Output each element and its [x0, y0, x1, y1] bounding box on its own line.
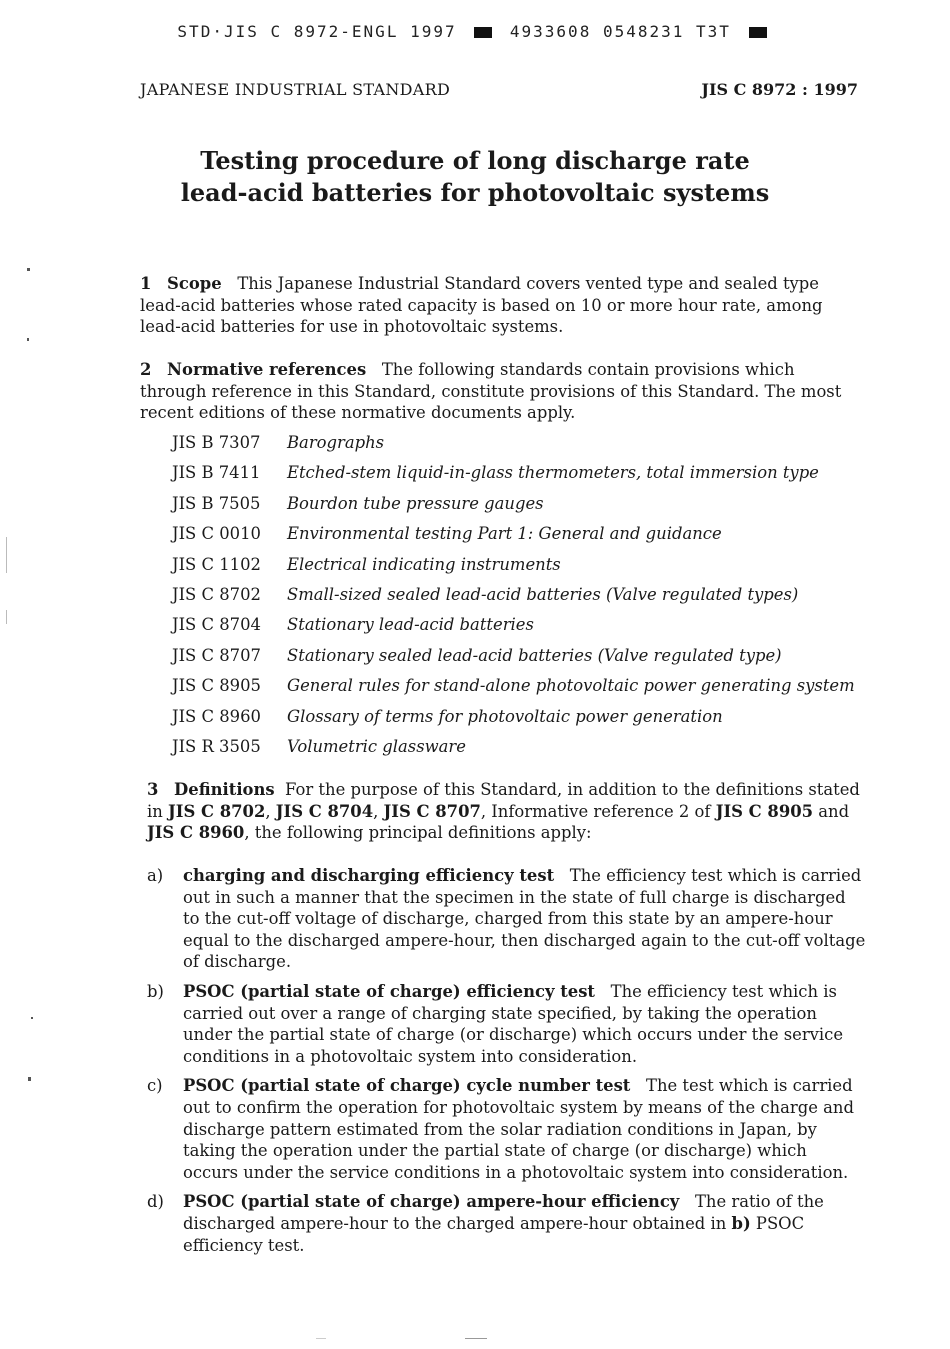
definition-text: PSOC efficiency test.	[183, 1213, 805, 1255]
footer-mark	[316, 1338, 326, 1339]
stamp-text-1: STD·JIS C 8972-ENGL 1997	[177, 22, 457, 41]
definition-item	[147, 865, 867, 973]
definition-marker: c)	[147, 1076, 163, 1096]
scan-speck	[28, 1077, 31, 1081]
reference-code: JIS C 1102	[172, 554, 261, 574]
reference-item	[172, 493, 855, 523]
stamp-text-2: 4933608 0548231 T3T	[509, 22, 731, 41]
definition-marker: d)	[147, 1192, 164, 1212]
cited-standard: JIS C 8960	[147, 823, 245, 842]
reference-title: Glossary of terms for photovoltaic power generation	[287, 706, 723, 726]
reference-code: JIS B 7411	[172, 463, 261, 483]
section-definitions	[147, 779, 867, 844]
reference-title: Etched-stem liquid-in-glass thermometers, total immersion type	[287, 463, 819, 483]
scan-edge-line	[6, 610, 7, 624]
section-text: , Informative reference 2 of	[480, 801, 716, 821]
reference-title: Volumetric glassware	[287, 736, 466, 756]
definition-item	[147, 1075, 867, 1183]
definition-marker: b)	[147, 981, 164, 1001]
scan-speck	[31, 1017, 33, 1019]
title-line-1: Testing procedure of long discharge rate	[200, 146, 750, 175]
reference-code: JIS C 8707	[172, 645, 261, 665]
cited-standard: JIS C 8702	[168, 801, 266, 821]
section-text: , the following principal definitions apply:	[244, 823, 592, 842]
section-text: and	[813, 801, 850, 821]
reference-code: JIS R 3505	[172, 736, 261, 756]
reference-code: JIS C 8704	[172, 615, 261, 635]
reference-item	[172, 432, 855, 462]
reference-item	[172, 554, 855, 584]
reference-title: Stationary lead-acid batteries	[287, 615, 534, 635]
reference-title: Barographs	[287, 433, 385, 452]
section-text: The following standards contain provisions which through reference in this Standard, constitute provisions of this Standard. The most recent editions of these normative documents apply.	[140, 360, 842, 422]
definition-text: The test which is carried out to confirm the operation for photovoltaic system by means of the charge and discharge pattern estimated from the solar radiation conditions in Japan, by taking the operation under the partial state of charge (or discharge) which occurs under the service conditions in a photovoltaic system into consideration.	[183, 1076, 854, 1182]
reference-code: JIS C 8960	[172, 706, 261, 726]
reference-item	[172, 675, 855, 705]
section-heading: Normative references	[167, 360, 367, 379]
section-number: 1	[140, 274, 152, 293]
reference-code: JIS C 0010	[172, 524, 261, 544]
definition-text: The ratio of the discharged ampere-hour to the charged ampere-hour obtained in	[183, 1192, 824, 1233]
definition-item	[147, 1191, 867, 1256]
section-text: This Japanese Industrial Standard covers vented type and sealed type lead-acid batteries whose rated capacity is based on 10 or more hour rate, among lead-acid batteries for use in photovoltaic systems.	[140, 274, 823, 336]
reference-code: JIS B 7307	[172, 433, 261, 452]
cross-reference: b)	[731, 1213, 751, 1233]
scan-speck	[27, 338, 29, 341]
definition-item	[147, 981, 867, 1067]
stamp-block-mark	[749, 27, 767, 38]
section-text: ,	[265, 801, 276, 821]
definition-text: The efficiency test which is carried out in such a manner that the specimen in the state of full charge is discharged to the cut-off voltage of discharge, charged from this state by an ampere-hour equal to the discharged ampere-hour, then discharged again to the cut-off voltage of discharge.	[183, 866, 866, 972]
section-heading: Definitions	[174, 780, 275, 799]
reference-item	[172, 584, 855, 614]
definition-term: PSOC (partial state of charge) cycle number test	[183, 1076, 631, 1096]
reference-list	[172, 432, 855, 766]
reference-title: General rules for stand-alone photovoltaic power generating system	[287, 676, 855, 696]
reference-code: JIS C 8905	[172, 676, 261, 696]
cited-standard: JIS C 8707	[383, 801, 481, 821]
definition-marker: a)	[147, 866, 164, 885]
reference-item	[172, 645, 855, 675]
scan-stamp	[0, 22, 950, 41]
reference-title: Electrical indicating instruments	[287, 554, 561, 574]
definition-text: The efficiency test which is carried out over a range of charging state specified, by taking the operation under the partial state of charge (or discharge) which occurs under the service conditions in a photovoltaic system into consideration.	[183, 981, 844, 1066]
reference-item	[172, 736, 855, 766]
reference-title: Small-sized sealed lead-acid batteries (Valve regulated types)	[287, 584, 799, 604]
reference-item	[172, 614, 855, 644]
section-scope	[140, 273, 860, 338]
standard-number: JIS C 8972 : 1997	[701, 80, 858, 99]
definition-term: PSOC (partial state of charge) ampere-hour efficiency	[183, 1192, 680, 1212]
section-text: For the purpose of this Standard, in addition to the definitions stated in	[147, 780, 860, 821]
definition-list	[147, 865, 867, 1264]
reference-title: Stationary sealed lead-acid batteries (Valve regulated type)	[287, 645, 782, 665]
definition-term: PSOC (partial state of charge) efficiency test	[183, 981, 595, 1001]
reference-title: Bourdon tube pressure gauges	[287, 493, 544, 513]
title-line-2: lead-acid batteries for photovoltaic systems	[180, 178, 770, 207]
reference-item	[172, 523, 855, 553]
reference-code: JIS B 7505	[172, 493, 261, 513]
section-text: ,	[373, 801, 384, 821]
reference-code: JIS C 8702	[172, 584, 261, 604]
reference-title: Environmental testing Part 1: General and guidance	[287, 524, 722, 544]
reference-item	[172, 706, 855, 736]
scan-edge-line	[6, 537, 7, 573]
standard-header-label: JAPANESE INDUSTRIAL STANDARD	[140, 80, 451, 99]
section-normative-references	[140, 359, 860, 424]
document-title	[0, 145, 950, 209]
cited-standard: JIS C 8704	[275, 801, 374, 821]
reference-item	[172, 462, 855, 492]
definition-term: charging and discharging efficiency test	[183, 866, 555, 885]
section-number: 3	[147, 780, 159, 799]
stamp-block-mark	[474, 27, 492, 38]
cited-standard: JIS C 8905	[715, 801, 814, 821]
section-number: 2	[140, 360, 152, 379]
section-heading: Scope	[167, 274, 222, 293]
footer-mark	[465, 1338, 487, 1339]
scan-speck	[27, 268, 30, 271]
